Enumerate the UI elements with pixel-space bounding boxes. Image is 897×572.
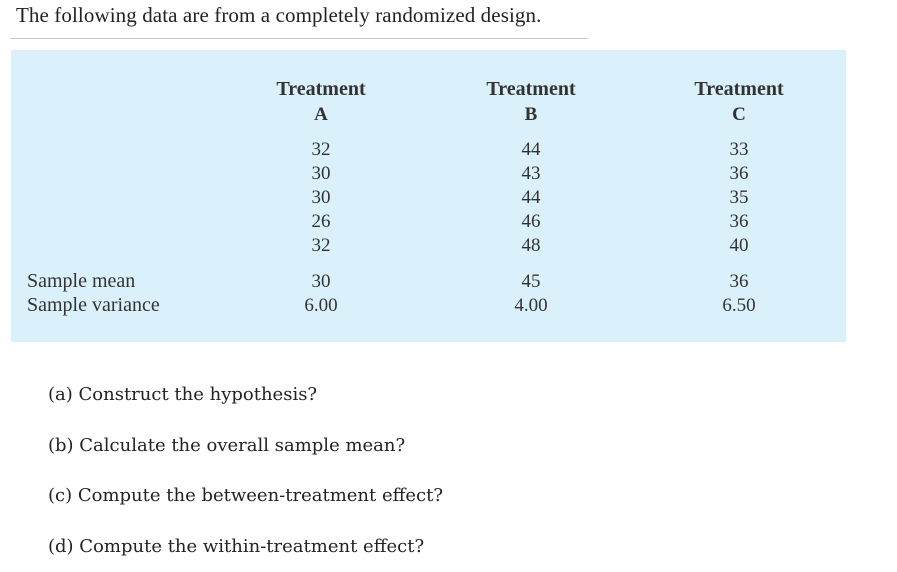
table-cell: 48: [521, 235, 541, 256]
table-cell: 36: [729, 163, 749, 184]
table-cell: 46: [521, 211, 541, 232]
treatment-a-header: Treatment: [276, 78, 366, 100]
question-a: (a) Construct the hypothesis?: [48, 384, 318, 405]
table-cell: 44: [521, 187, 541, 208]
treatment-c-label: C: [732, 104, 746, 125]
table-cell: 32: [311, 235, 331, 256]
question-c: (c) Compute the between-treatment effect?: [48, 485, 444, 506]
table-cell: 36: [729, 211, 749, 232]
treatment-b-variance: 4.00: [514, 295, 548, 316]
table-cell: 35: [729, 187, 749, 208]
treatment-b-header: Treatment: [486, 78, 576, 100]
table-cell: 40: [729, 235, 749, 256]
sample-mean-label: Sample mean: [27, 270, 136, 292]
sample-variance-label: Sample variance: [27, 294, 160, 316]
treatment-a-label: A: [314, 104, 328, 125]
question-d: (d) Compute the within-treatment effect?: [48, 536, 425, 557]
table-cell: 33: [729, 139, 749, 160]
treatment-c-mean: 36: [729, 271, 749, 292]
treatment-c-variance: 6.50: [722, 295, 756, 316]
table-cell: 32: [311, 139, 331, 160]
question-b: (b) Calculate the overall sample mean?: [48, 435, 406, 456]
table-cell: 30: [311, 163, 331, 184]
table-cell: 44: [521, 139, 541, 160]
treatment-a-mean: 30: [311, 271, 331, 292]
treatment-b-mean: 45: [521, 271, 541, 292]
treatment-c-header: Treatment: [694, 78, 784, 100]
data-table-panel: [11, 50, 846, 342]
table-cell: 26: [311, 211, 331, 232]
table-cell: 43: [521, 163, 541, 184]
treatment-a-variance: 6.00: [304, 295, 338, 316]
treatment-b-label: B: [524, 104, 538, 125]
header-rule: [10, 38, 588, 39]
table-cell: 30: [311, 187, 331, 208]
intro-text: The following data are from a completely randomized design.: [16, 3, 542, 27]
